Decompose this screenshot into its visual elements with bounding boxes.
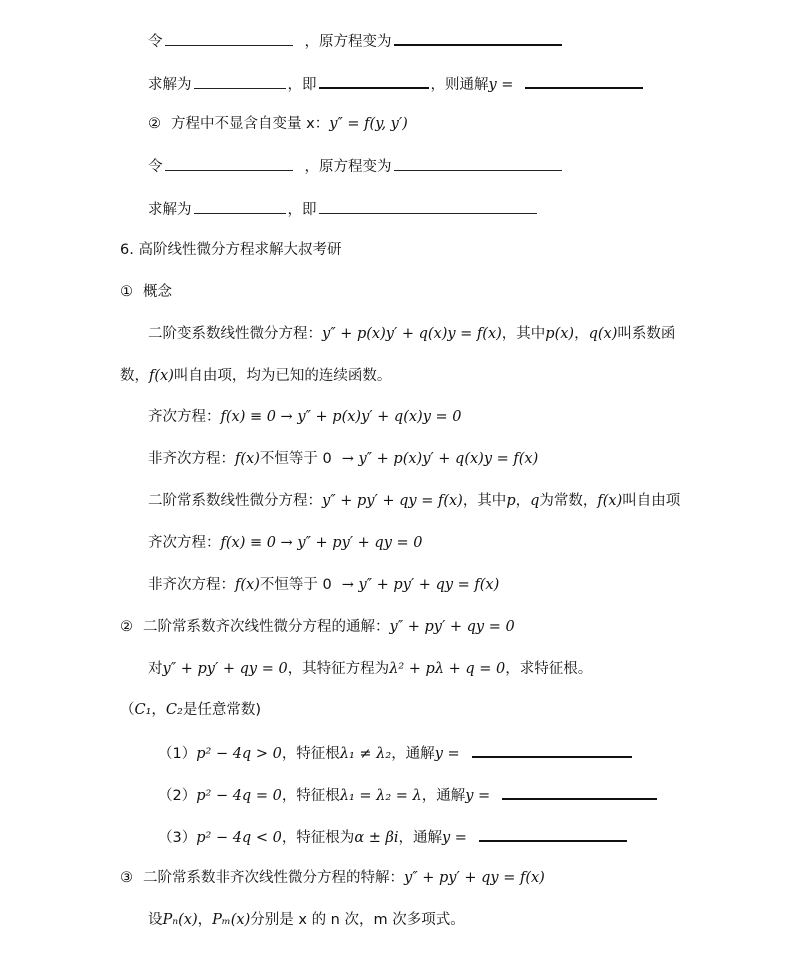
math-expr: q(x)	[588, 326, 618, 342]
math-expr: → y″ + p(x)y′ + q(x)y = f(x)	[341, 451, 539, 467]
text: 非齐次方程：	[148, 451, 235, 467]
line-constant-coeff	[148, 491, 680, 511]
text: ，特征根为	[281, 830, 355, 846]
blank-field[interactable]	[502, 784, 657, 800]
blank-field[interactable]	[394, 30, 562, 46]
line-characteristic-eq	[148, 659, 592, 679]
blank-field[interactable]	[472, 742, 632, 758]
text: 设	[148, 912, 163, 928]
section-heading-6	[120, 240, 341, 260]
math-expr: C₁	[134, 702, 152, 718]
blank-field[interactable]	[479, 826, 627, 842]
text: （	[120, 702, 135, 718]
text: 求解为	[148, 77, 192, 93]
blank-field[interactable]	[319, 73, 429, 89]
line-polynomial-defs	[148, 910, 465, 930]
math-expr: C₂	[165, 702, 183, 718]
text: ，则通解	[430, 77, 489, 93]
circled-number: ①	[120, 284, 133, 300]
math-expr: y =	[465, 788, 491, 804]
math-expr: f(x)	[235, 577, 260, 593]
math-expr: f(x) ≡ 0 → y″ + p(x)y′ + q(x)y = 0	[220, 409, 462, 425]
math-expr: f(x)	[597, 493, 623, 509]
text: ，即	[287, 77, 317, 93]
line-variable-coeff-cont	[120, 366, 391, 386]
line-constants-note	[120, 700, 261, 720]
text: 二阶变系数线性微分方程：	[148, 326, 322, 342]
text: 方程中不显含自变量 x：	[171, 116, 330, 132]
subsection-particular-solution	[120, 868, 545, 888]
text: 分别是 x 的 n 次，m 次多项式。	[250, 912, 465, 928]
subsection-title: 二阶常系数齐次线性微分方程的通解：	[143, 619, 390, 635]
subsection-title: 二阶常系数非齐次线性微分方程的特解：	[143, 870, 404, 886]
text: 数，	[120, 368, 149, 384]
blank-field[interactable]	[394, 156, 562, 171]
text: 求解为	[148, 202, 192, 218]
blank-field[interactable]	[165, 31, 293, 46]
subsection-homogeneous-general	[120, 617, 515, 637]
text: 二阶常系数线性微分方程：	[148, 493, 322, 509]
text: （2）	[158, 788, 197, 804]
text: 令	[148, 159, 163, 175]
circled-number: ②	[148, 116, 161, 132]
text: 齐次方程：	[148, 409, 221, 425]
line-case-2	[148, 114, 408, 134]
math-expr: p² − 4q = 0	[196, 788, 282, 804]
text: ，	[151, 702, 166, 718]
math-expr: y″ + p(x)y′ + q(x)y = f(x)	[322, 326, 502, 342]
text: ，其中	[462, 493, 507, 509]
text: ，其特征方程为	[287, 661, 390, 677]
line-variable-coeff	[148, 324, 675, 344]
text: 不恒等于 0	[259, 577, 332, 593]
text: ，通解	[398, 830, 442, 846]
case-3-complex-roots	[158, 826, 629, 846]
math-expr: p(x)	[545, 326, 575, 342]
blank-field[interactable]	[165, 156, 293, 171]
text: 齐次方程：	[148, 535, 221, 551]
line-homogeneous-2	[148, 533, 423, 553]
text: ，原方程变为	[304, 34, 392, 50]
subsection-title: 概念	[143, 284, 172, 300]
math-expr: α ± βi	[354, 830, 399, 846]
line-solve-2	[148, 199, 539, 219]
text: 叫自由项	[622, 493, 681, 509]
text: ，通解	[391, 746, 435, 762]
text: ，特征根	[281, 788, 340, 804]
text: 对	[148, 661, 163, 677]
text: ，通解	[421, 788, 466, 804]
blank-field[interactable]	[525, 73, 643, 89]
math-expr: p² − 4q > 0	[196, 746, 282, 762]
line-solve-1	[148, 73, 645, 93]
math-expr: q	[530, 493, 540, 509]
text: 叫系数函	[617, 326, 676, 342]
text: ，	[197, 912, 213, 928]
math-expr: Pₘ(x)	[212, 912, 251, 928]
line-substitution-2	[148, 156, 564, 176]
text: ，	[574, 326, 589, 342]
case-1-distinct-roots	[158, 742, 634, 762]
text: ，原方程变为	[304, 159, 392, 175]
math-expr: Pₙ(x)	[162, 912, 198, 928]
text: （1）	[158, 746, 197, 762]
case-2-repeated-root	[158, 784, 659, 804]
text: ，即	[287, 202, 317, 218]
circled-number: ②	[120, 619, 133, 635]
math-expr: y =	[488, 77, 514, 93]
line-nonhomogeneous-1	[148, 449, 538, 469]
line-homogeneous-1	[148, 407, 461, 427]
math-expr: p² − 4q < 0	[196, 830, 282, 846]
math-expr: y″ + py′ + qy = 0	[389, 619, 515, 635]
math-expr: → y″ + py′ + qy = f(x)	[341, 577, 500, 593]
line-nonhomogeneous-2	[148, 575, 499, 595]
math-expr: f(x)	[235, 451, 260, 467]
text: 是任意常数)	[182, 702, 262, 718]
math-expr: y″ + py′ + qy = f(x)	[404, 870, 545, 886]
text: 非齐次方程：	[148, 577, 235, 593]
text: ，特征根	[281, 746, 340, 762]
blank-field[interactable]	[194, 74, 286, 89]
math-expr: λ₁ = λ₂ = λ	[339, 788, 422, 804]
subsection-concept	[120, 282, 172, 302]
math-expr: λ² + pλ + q = 0	[389, 661, 506, 677]
math-expr: y =	[442, 830, 467, 846]
section-title: 6. 高阶线性微分方程求解大叔考研	[120, 242, 342, 258]
math-expr: f(x)	[149, 368, 174, 384]
blank-field[interactable]	[194, 199, 286, 214]
text: 令	[148, 34, 163, 50]
text: 不恒等于 0	[259, 451, 332, 467]
math-expr: y″ = f(y, y′)	[329, 116, 408, 132]
math-expr: y =	[434, 746, 460, 762]
line-substitution-1	[148, 30, 564, 50]
math-expr: λ₁ ≠ λ₂	[339, 746, 392, 762]
math-expr: y″ + py′ + qy = f(x)	[322, 493, 463, 509]
math-expr: p	[506, 493, 516, 509]
blank-field[interactable]	[319, 199, 537, 214]
math-expr: f(x) ≡ 0 → y″ + py′ + qy = 0	[220, 535, 423, 551]
text: ，求特征根。	[505, 661, 593, 677]
circled-number: ③	[120, 870, 133, 886]
math-expr: y″ + py′ + qy = 0	[162, 661, 288, 677]
text: ，其中	[501, 326, 546, 342]
text: （3）	[158, 830, 197, 846]
text: 为常数，	[539, 493, 598, 509]
text: 叫自由项，均为已知的连续函数。	[173, 368, 392, 384]
text: ，	[515, 493, 531, 509]
